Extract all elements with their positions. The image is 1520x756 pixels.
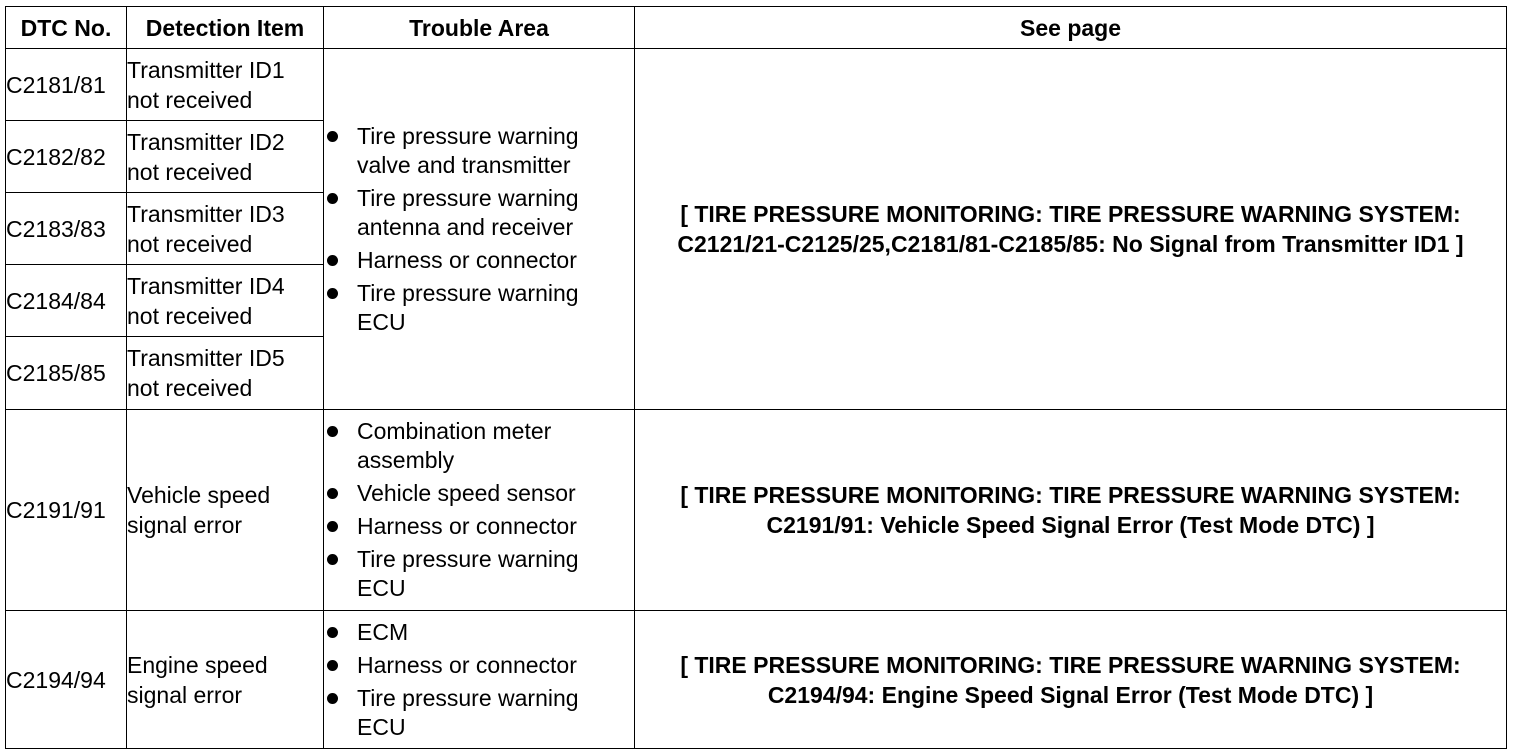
trouble-area-cell xyxy=(324,49,635,410)
bullet-dot-icon xyxy=(327,426,338,437)
trouble-area-line: Tire pressure warning xyxy=(357,122,579,149)
see-page-line: C2191/91: Vehicle Speed Signal Error (Test Mode DTC) ] xyxy=(766,512,1375,538)
header-dtc-no: DTC No. xyxy=(6,7,127,49)
trouble-area-item xyxy=(324,684,634,742)
header-detection-item: Detection Item xyxy=(127,7,324,49)
detection-item-line: Transmitter ID1 xyxy=(127,56,285,83)
trouble-area-item xyxy=(324,479,634,508)
bullet-dot-icon xyxy=(327,660,338,671)
bullet-dot-icon xyxy=(327,288,338,299)
dtc-code: C2181/81 xyxy=(6,49,127,121)
see-page-line: C2194/94: Engine Speed Signal Error (Test Mode DTC) ] xyxy=(767,681,1374,708)
dtc-code: C2191/91 xyxy=(6,410,127,611)
bullet-dot-icon xyxy=(327,255,338,266)
see-page-cell xyxy=(635,410,1507,611)
detection-item-line: Transmitter ID4 xyxy=(127,272,285,299)
trouble-area-line: Harness or connector xyxy=(357,651,577,678)
trouble-area-line: ECU xyxy=(357,575,406,601)
bullet-dot-icon xyxy=(327,193,338,204)
trouble-area-cell xyxy=(324,410,635,611)
detection-item xyxy=(127,410,324,611)
trouble-area-item xyxy=(324,651,634,680)
trouble-area-item xyxy=(324,545,634,603)
dtc-code: C2183/83 xyxy=(6,193,127,265)
trouble-area-list xyxy=(324,122,634,337)
table-row xyxy=(6,49,1507,121)
dtc-code: C2184/84 xyxy=(6,265,127,337)
dtc-code: C2182/82 xyxy=(6,121,127,193)
trouble-area-line: Harness or connector xyxy=(357,513,577,539)
trouble-area-line: assembly xyxy=(357,447,455,473)
detection-item-line: Vehicle speed xyxy=(127,482,271,508)
trouble-area-line: Harness or connector xyxy=(357,246,577,273)
detection-item-line: not received xyxy=(127,375,253,401)
trouble-area-line: ECU xyxy=(357,308,406,335)
trouble-area-list xyxy=(324,618,634,742)
detection-item xyxy=(127,265,324,337)
trouble-area-item xyxy=(324,512,634,541)
trouble-area-list xyxy=(324,417,634,603)
trouble-area-item xyxy=(324,184,634,242)
table-row xyxy=(6,611,1507,749)
detection-item-line: Transmitter ID5 xyxy=(127,345,285,371)
bullet-dot-icon xyxy=(327,488,338,499)
table-header-row xyxy=(6,7,1507,49)
bullet-dot-icon xyxy=(327,554,338,565)
see-page-line: [ TIRE PRESSURE MONITORING: TIRE PRESSURE WARNING SYSTEM: xyxy=(680,651,1461,678)
detection-item-line: not received xyxy=(127,230,253,257)
header-see-page: See page xyxy=(635,7,1507,49)
detection-item xyxy=(127,193,324,265)
see-page-line: [ TIRE PRESSURE MONITORING: TIRE PRESSURE WARNING SYSTEM: xyxy=(680,201,1461,227)
detection-item-line: not received xyxy=(127,86,253,113)
detection-item xyxy=(127,49,324,121)
detection-item xyxy=(127,121,324,193)
detection-item-line: Engine speed xyxy=(127,651,268,678)
detection-item-line: not received xyxy=(127,302,253,329)
table-row xyxy=(6,410,1507,611)
trouble-area-line: antenna and receiver xyxy=(357,213,574,240)
dtc-code: C2185/85 xyxy=(6,337,127,410)
trouble-area-item xyxy=(324,618,634,647)
see-page-line: C2121/21-C2125/25,C2181/81-C2185/85: No Signal from Transmitter ID1 ] xyxy=(677,231,1464,257)
detection-item-line: signal error xyxy=(127,512,243,538)
dtc-code: C2194/94 xyxy=(6,611,127,749)
bullet-dot-icon xyxy=(327,521,338,532)
trouble-area-line: Tire pressure warning xyxy=(357,184,579,211)
trouble-area-item xyxy=(324,246,634,275)
detection-item xyxy=(127,337,324,410)
detection-item-line: Transmitter ID3 xyxy=(127,200,285,227)
bullet-dot-icon xyxy=(327,131,338,142)
trouble-area-item xyxy=(324,417,634,475)
trouble-area-line: Tire pressure warning xyxy=(357,546,579,572)
trouble-area-line: Tire pressure warning xyxy=(357,684,579,711)
bullet-dot-icon xyxy=(327,627,338,638)
detection-item-line: signal error xyxy=(127,681,243,708)
trouble-area-cell xyxy=(324,611,635,749)
trouble-area-line: ECM xyxy=(357,618,409,645)
detection-item-line: Transmitter ID2 xyxy=(127,128,285,155)
trouble-area-item xyxy=(324,279,634,337)
see-page-cell xyxy=(635,611,1507,749)
detection-item xyxy=(127,611,324,749)
trouble-area-line: Combination meter xyxy=(357,418,552,444)
bullet-dot-icon xyxy=(327,693,338,704)
dtc-table xyxy=(5,6,1507,749)
detection-item-line: not received xyxy=(127,158,253,185)
trouble-area-line: Tire pressure warning xyxy=(357,279,579,306)
trouble-area-line: Vehicle speed sensor xyxy=(357,480,576,506)
see-page-cell xyxy=(635,49,1507,410)
header-trouble-area: Trouble Area xyxy=(324,7,635,49)
trouble-area-line: ECU xyxy=(357,713,406,740)
see-page-line: [ TIRE PRESSURE MONITORING: TIRE PRESSURE WARNING SYSTEM: xyxy=(680,482,1461,508)
trouble-area-item xyxy=(324,122,634,180)
trouble-area-line: valve and transmitter xyxy=(357,151,571,178)
